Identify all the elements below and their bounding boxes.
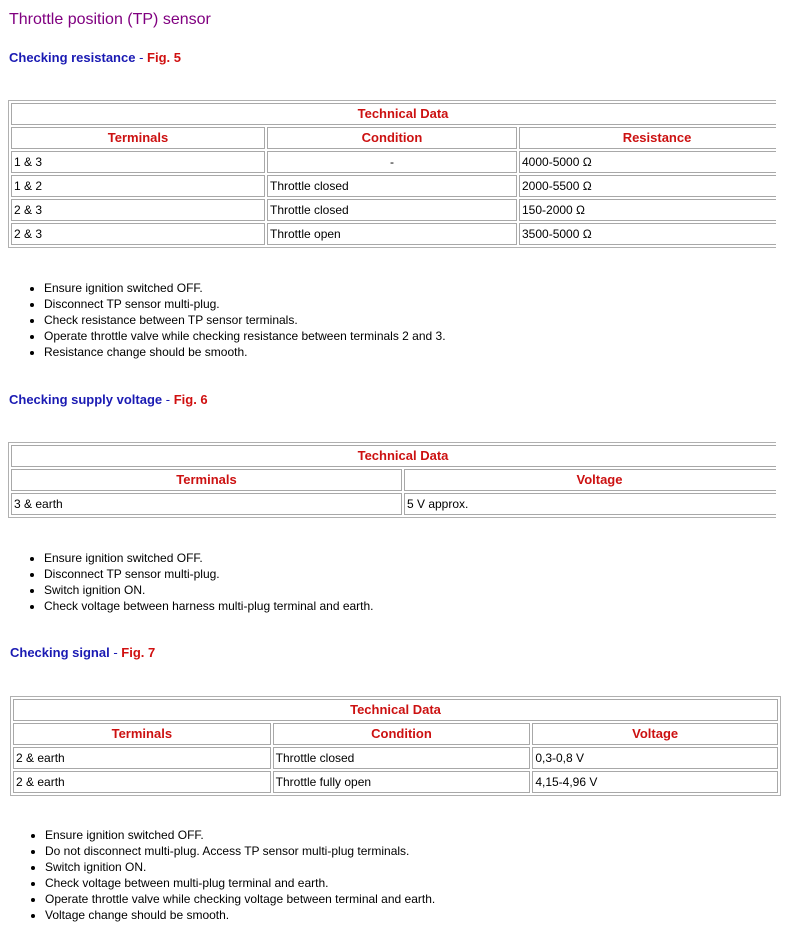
list-item: • Switch ignition ON. [45,859,435,875]
column-header-condition: Condition [267,127,517,149]
table-caption: Technical Data [11,445,776,467]
list-item: • Operate throttle valve while checking voltage between terminal and earth. [45,891,435,907]
list-item: • Check resistance between TP sensor terminals. [44,312,446,328]
table-row [13,771,778,793]
signal-table-container [10,696,782,798]
cell-condition: - [267,151,517,173]
table-caption: Technical Data [11,103,776,125]
signal-steps-list [0,827,435,923]
table-row [11,199,776,221]
cell-terminals: 1 & 3 [11,151,265,173]
list-item: • Ensure ignition switched OFF. [44,550,374,566]
supply-voltage-table [8,442,776,518]
column-header-condition: Condition [273,723,531,745]
signal-table [10,696,781,796]
section-heading-resistance [9,50,181,65]
table-row [11,223,776,245]
cell-condition: Throttle closed [273,747,531,769]
list-item: • Ensure ignition switched OFF. [44,280,446,296]
column-header-resistance: Resistance [519,127,776,149]
column-header-voltage: Voltage [532,723,778,745]
table-row [11,493,776,515]
page-title: Throttle position (TP) sensor [9,11,211,28]
resistance-table [8,100,776,248]
list-item: • Ensure ignition switched OFF. [45,827,435,843]
figure-link[interactable]: Fig. 7 [121,645,156,660]
list-item: • Do not disconnect multi-plug. Access TP sensor multi-plug terminals. [45,843,435,859]
section-heading-signal [10,645,155,660]
list-item: • Switch ignition ON. [44,582,374,598]
table-caption: Technical Data [13,699,778,721]
cell-terminals: 2 & 3 [11,223,265,245]
column-header-terminals: Terminals [13,723,271,745]
cell-terminals: 2 & 3 [11,199,265,221]
section-separator: - [109,645,122,660]
table-row [11,151,776,173]
list-item: • Operate throttle valve while checking resistance between terminals 2 and 3. [44,328,446,344]
cell-voltage: 4,15-4,96 V [532,771,778,793]
section-separator: - [135,50,148,65]
section-separator: - [162,392,174,407]
table-caption-row [13,699,778,721]
section-title: Checking signal [10,645,110,660]
cell-terminals: 3 & earth [11,493,402,515]
table-header-row [11,469,776,491]
cell-resistance: 4000-5000 Ω [519,151,776,173]
cell-terminals: 2 & earth [13,747,271,769]
cell-resistance: 150-2000 Ω [519,199,776,221]
table-header-row [13,723,778,745]
section-title: Checking resistance [9,50,136,65]
table-row [11,175,776,197]
supply-voltage-table-container [8,442,776,520]
column-header-voltage: Voltage [404,469,776,491]
cell-resistance: 3500-5000 Ω [519,223,776,245]
figure-link[interactable]: Fig. 6 [173,392,208,407]
resistance-steps-list [0,280,446,360]
supply-voltage-steps-list [0,550,374,614]
cell-condition: Throttle closed [267,199,517,221]
cell-voltage: 0,3-0,8 V [532,747,778,769]
cell-condition: Throttle fully open [273,771,531,793]
cell-condition: Throttle open [267,223,517,245]
table-caption-row [11,103,776,125]
cell-voltage: 5 V approx. [404,493,776,515]
cell-terminals: 2 & earth [13,771,271,793]
list-item: • Voltage change should be smooth. [45,907,435,923]
list-item: • Check voltage between multi-plug terminal and earth. [45,875,435,891]
cell-resistance: 2000-5500 Ω [519,175,776,197]
list-item: • Disconnect TP sensor multi-plug. [44,296,446,312]
resistance-table-container [8,100,776,250]
column-header-terminals: Terminals [11,127,265,149]
section-heading-supply-voltage [9,392,208,407]
table-row [13,747,778,769]
figure-link[interactable]: Fig. 5 [147,50,181,65]
column-header-terminals: Terminals [11,469,402,491]
cell-terminals: 1 & 2 [11,175,265,197]
list-item: • Check voltage between harness multi-plug terminal and earth. [44,598,374,614]
table-header-row [11,127,776,149]
table-caption-row [11,445,776,467]
cell-condition: Throttle closed [267,175,517,197]
list-item: • Resistance change should be smooth. [44,344,446,360]
section-title: Checking supply voltage [9,392,163,407]
list-item: • Disconnect TP sensor multi-plug. [44,566,374,582]
